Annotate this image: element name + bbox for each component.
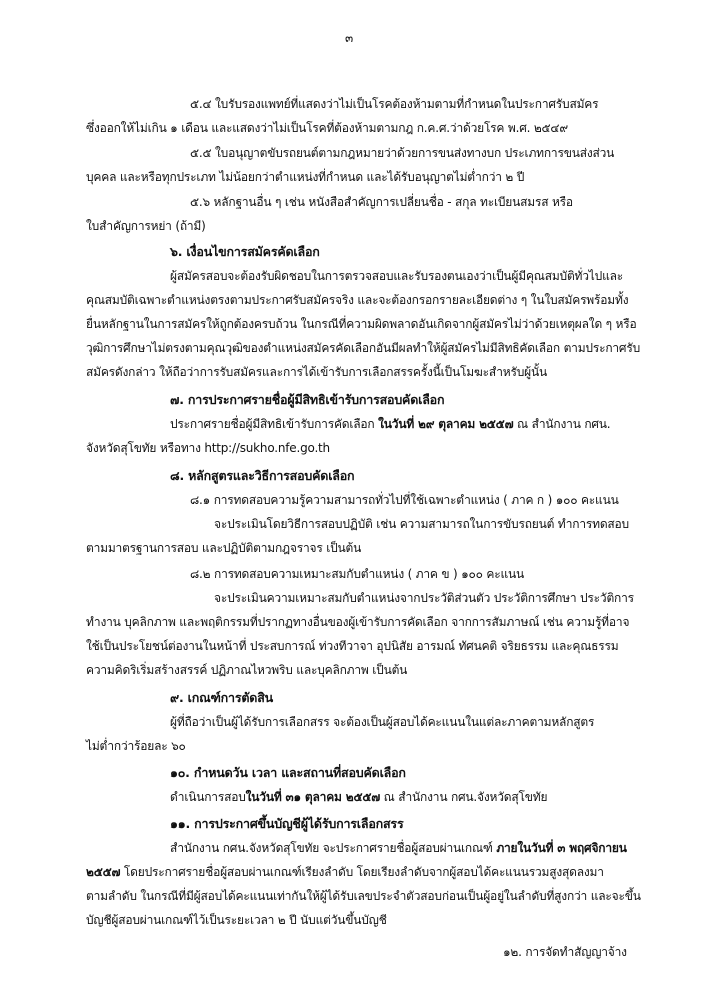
section-11-line-3: ตามลำดับ ในกรณีที่มีผู้สอบได้คะแนนเท่ากันให้ผู้ได้รับเลขประจำตัวสอบก่อนเป็นผู้อยู่ในลำดับที่สูงกว่า และจะขึ้น xyxy=(86,889,641,903)
section-7-heading: ๗. การประกาศรายชื่อผู้มีสิทธิเข้ารับการสอบคัดเลือก xyxy=(170,392,445,407)
item-5-5-line-1: ๕.๕ ใบอนุญาตขับรถยนต์ตามกฎหมายว่าด้วยการขนส่งทางบก ประเภทการขนส่งส่วน xyxy=(190,146,615,160)
section-7-text-a: ประกาศรายชื่อผู้มีสิทธิเข้ารับการคัดเลือก xyxy=(170,417,379,431)
item-5-5-line-2: บุคคล และหรือทุกประเภท ไม่น้อยกว่าตำแหน่งที่กำหนด และได้รับอนุญาตไม่ต่ำกว่า ๒ ปี xyxy=(86,170,525,184)
section-6-line-4: วุฒิการศึกษาไม่ตรงตามคุณวุฒิของตำแหน่งสมัครคัดเลือกอันมีผลทำให้ผู้สมัครไม่มีสิทธิคัดเลือก ตามประกาศรับ xyxy=(86,341,641,355)
section-6-line-1: ผู้สมัครสอบจะต้องรับผิดชอบในการตรวจสอบและรับรองตนเองว่าเป็นผู้มีคุณสมบัติทั่วไปและ xyxy=(170,269,623,283)
section-9-line-2: ไม่ต่ำกว่าร้อยละ ๖๐ xyxy=(86,739,186,753)
section-6-line-5: สมัครดังกล่าว ให้ถือว่าการรับสมัครและการได้เข้ารับการเลือกสรรครั้งนี้เป็นโมฆะสำหรับผู้นั้น xyxy=(86,365,547,379)
section-10-heading: ๑๐. กำหนดวัน เวลา และสถานที่สอบคัดเลือก xyxy=(170,765,406,780)
section-11-line-2 xyxy=(86,864,604,880)
section-8-2-line-4: ใช้เป็นประโยชน์ต่องานในหน้าที่ ประสบการณ์ ท่วงทีวาจา อุปนิสัย อารมณ์ ทัศนคติ จริยธรรม และคุณธรรม xyxy=(86,639,619,653)
section-11-line-1 xyxy=(170,840,627,856)
item-5-6-line-2: ใบสำคัญการหย่า (ถ้ามี) xyxy=(86,219,206,233)
section-11-text-b: โดยประกาศรายชื่อผู้สอบผ่านเกณฑ์เรียงลำดับ โดยเรียงลำดับจากผู้สอบได้คะแนนรวมสูงสุดลงมา xyxy=(120,865,604,879)
section-11-line-4: บัญชีผู้สอบผ่านเกณฑ์ไว้เป็นระยะเวลา ๒ ปี นับแต่วันขึ้นบัญชี xyxy=(86,913,387,927)
section-8-2-line-3: ทำงาน บุคลิกภาพ และพฤติกรรมที่ปรากฏทางอื่นของผู้เข้ารับการคัดเลือก จากการสัมภาษณ์ เช่น ความรู้ที่อาจ xyxy=(86,615,630,629)
section-11-text-a: สำนักงาน กศน.จังหวัดสุโขทัย จะประกาศรายชื่อผู้สอบผ่านเกณฑ์ xyxy=(170,841,497,855)
section-8-2-line-5: ความคิดริเริ่มสร้างสรรค์ ปฏิภาณไหวพริบ และบุคลิกภาพ เป็นต้น xyxy=(86,663,408,677)
section-11-year: ๒๕๕๗ xyxy=(86,865,121,879)
section-6-heading: ๖. เงื่อนไขการสมัครคัดเลือก xyxy=(170,244,320,259)
section-8-1-line-3: ตามมาตรฐานการสอบ และปฏิบัติตามกฎจราจร เป็นต้น xyxy=(86,541,362,555)
section-8-heading: ๘. หลักสูตรและวิธีการสอบคัดเลือก xyxy=(170,468,355,483)
section-7-date: ในวันที่ ๒๙ ตุลาคม ๒๕๕๗ xyxy=(378,417,514,431)
section-11-heading: ๑๑. การประกาศขึ้นบัญชีผู้ได้รับการเลือกสรร xyxy=(170,816,404,831)
section-8-1-line-2: จะประเมินโดยวิธีการสอบปฏิบัติ เช่น ความสามารถในการขับรถยนต์ ทำการทดสอบ xyxy=(214,517,629,531)
section-7-line-2: จังหวัดสุโขทัย หรือทาง http://sukho.nfe.go.th xyxy=(86,441,330,455)
next-section-label: ๑๒. การจัดทำสัญญาจ้าง xyxy=(503,945,627,959)
section-6-line-3: ยื่นหลักฐานในการสมัครให้ถูกต้องครบถ้วน ในกรณีที่ความผิดพลาดอันเกิดจากผู้สมัครไม่ว่าด้วยเหตุผลใด ๆ หรือ xyxy=(86,317,637,331)
item-5-6-line-1: ๕.๖ หลักฐานอื่น ๆ เช่น หนังสือสำคัญการเปลี่ยนชื่อ - สกุล ทะเบียนสมรส หรือ xyxy=(190,195,573,209)
section-7-line-1 xyxy=(170,416,610,432)
item-5-4-line-1: ๕.๔ ใบรับรองแพทย์ที่แสดงว่าไม่เป็นโรคต้องห้ามตามที่กำหนดในประกาศรับสมัคร xyxy=(190,97,599,111)
section-9-heading: ๙. เกณฑ์การตัดสิน xyxy=(170,690,273,705)
section-10-text-c: ณ สำนักงาน กศน.จังหวัดสุโขทัย xyxy=(380,790,548,804)
section-10-text-a: ดำเนินการสอบ xyxy=(170,790,246,804)
section-11-date: ภายในวันที่ ๓ พฤศจิกายน xyxy=(496,841,627,855)
item-5-4-line-2: ซึ่งออกให้ไม่เกิน ๑ เดือน และแสดงว่าไม่เป็นโรคที่ต้องห้ามตามกฎ ก.ค.ศ.ว่าด้วยโรค พ.ศ. ๒๕๔๙ xyxy=(86,121,568,135)
page-number: ๓ xyxy=(345,31,354,45)
section-6-line-2: คุณสมบัติเฉพาะตำแหน่งตรงตามประกาศรับสมัครจริง และจะต้องกรอกรายละเอียดต่าง ๆ ในใบสมัครพร้อมทั้ง xyxy=(86,293,629,307)
section-10-line-1 xyxy=(170,789,547,805)
section-7-text-c: ณ สำนักงาน กศน. xyxy=(513,417,611,431)
section-10-date: ในวันที่ ๓๑ ตุลาคม ๒๕๕๗ xyxy=(245,790,381,804)
section-8-1-line-1: ๘.๑ การทดสอบความรู้ความสามารถทั่วไปที่ใช้เฉพาะตำแหน่ง ( ภาค ก ) ๑๐๐ คะแนน xyxy=(190,493,619,507)
section-9-line-1: ผู้ที่ถือว่าเป็นผู้ได้รับการเลือกสรร จะต้องเป็นผู้สอบได้คะแนนในแต่ละภาคตามหลักสูตร xyxy=(170,715,595,729)
section-8-2-line-2: จะประเมินความเหมาะสมกับตำแหน่งจากประวัติส่วนตัว ประวัติการศึกษา ประวัติการ xyxy=(214,591,634,605)
section-8-2-line-1: ๘.๒ การทดสอบความเหมาะสมกับตำแหน่ง ( ภาค ข ) ๑๐๐ คะแนน xyxy=(190,567,524,581)
